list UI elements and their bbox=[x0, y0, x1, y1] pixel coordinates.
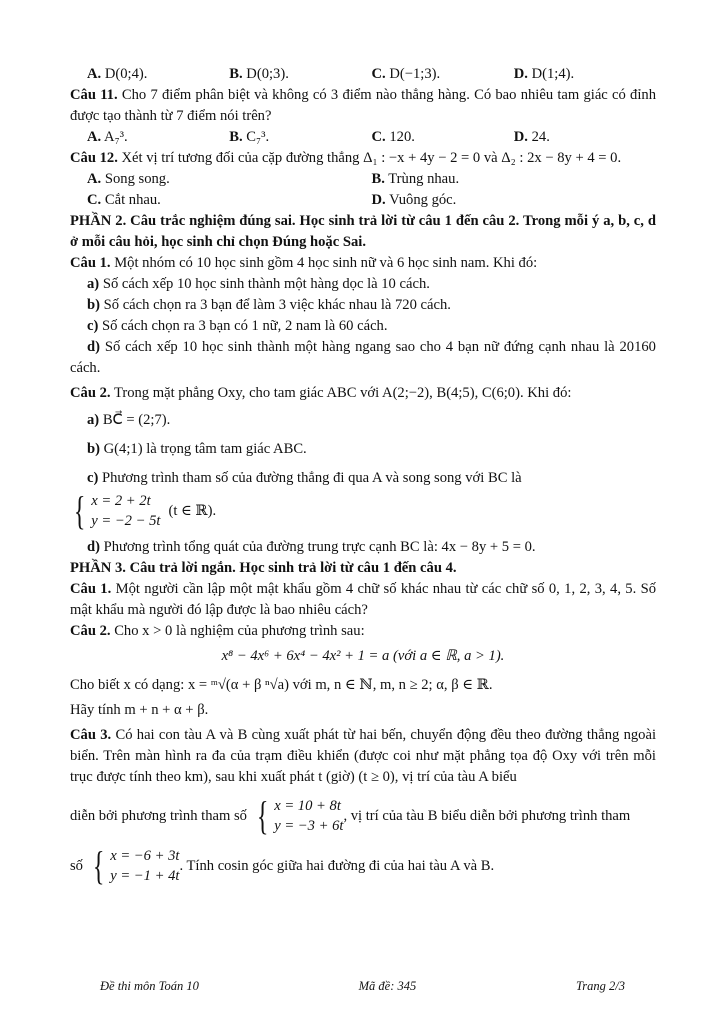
brace-glyph: { bbox=[73, 488, 86, 533]
footer-exam-code: Mã đề: 345 bbox=[358, 979, 417, 993]
part2-q2-item-b: b) G(4;1) là trọng tâm tam giác ABC. bbox=[87, 441, 307, 457]
part3-q1: Câu 1. Một người cần lập một mật khẩu gồm 4 chữ số khác nhau từ các chữ số 0, 1, 2, 3, 4, 5. Số mật khẩu mà người đó lập được là bao nhiêu cách? bbox=[70, 581, 657, 618]
option: B. D(0;3). bbox=[229, 66, 289, 82]
part3-q2-ask: Hãy tính m + n + α + β. bbox=[70, 702, 209, 718]
brace-glyph: { bbox=[92, 843, 105, 888]
part2-q2-item-c: c) Phương trình tham số của đường thẳng đi qua A và song song với BC là bbox=[87, 470, 522, 486]
part2-q2-text: Câu 2. Trong mặt phẳng Oxy, cho tam giác ABC với A(2;−2), B(4;5), C(6;0). Khi đó: bbox=[70, 385, 572, 401]
part3-q2-text: Câu 2. Cho x > 0 là nghiệm của phương trình sau: bbox=[70, 623, 365, 639]
part2-q2-item-d: d) Phương trình tổng quát của đường trung trực cạnh BC là: 4x − 8y + 5 = 0. bbox=[87, 539, 536, 555]
part2-q1-item: d) Số cách xếp 10 học sinh thành một hàng ngang sao cho 4 bạn nữ đứng cạnh nhau là 20160 cách. bbox=[70, 339, 656, 376]
option: C. 120. bbox=[371, 129, 415, 145]
option: D. 24. bbox=[513, 129, 550, 145]
option: A. D(0;4). bbox=[87, 66, 148, 82]
part2-q1-item: a) Số cách xếp 10 học sinh thành một hàng dọc là 10 cách. bbox=[87, 276, 430, 292]
part3-heading: PHẦN 3. Câu trả lời ngắn. Học sinh trả lời từ câu 1 đến câu 4. bbox=[70, 560, 457, 576]
system-lines: x = 2 + 2t y = −2 − 5t bbox=[91, 493, 161, 529]
q12-text: Câu 12. Xét vị trí tương đối của cặp đường thẳng Δ₁ : −x + 4y − 2 = 0 và Δ₂ : 2x − 8y + 4 = 0. bbox=[70, 150, 622, 166]
q10-options bbox=[70, 64, 656, 85]
part3-q2-equation: x⁸ − 4x⁶ + 6x⁴ − 4x² + 1 = a (với a ∈ ℝ, a > 1). bbox=[221, 648, 505, 664]
part3-q2-form: Cho biết x có dạng: x = ᵐ√(α + β ⁿ√a) với m, n ∈ ℕ, m, n ≥ 2; α, β ∈ ℝ. bbox=[70, 677, 493, 693]
q11-options bbox=[70, 127, 656, 148]
ship-b-system bbox=[89, 843, 180, 888]
option: B. Trùng nhau. bbox=[371, 171, 460, 187]
option: A. A₇³. bbox=[87, 129, 128, 145]
page-footer bbox=[100, 976, 625, 997]
footer-subject: Đề thi môn Toán 10 bbox=[100, 979, 199, 993]
page-content bbox=[70, 64, 656, 888]
part3-q3-text: Câu 3. Có hai con tàu A và B cùng xuất phát từ hai bến, chuyển động đều theo đường thẳng ngoài biển. Trên màn hình ra đa của trạm điều khiển (được coi như mặt phẳng tọa độ Oxy với trên mỗi trục được tính theo km), sau khi xuất phát t (giờ) (t ≥ 0), vị trí của tàu A biểu bbox=[70, 727, 656, 785]
option: C. Cắt nhau. bbox=[87, 192, 161, 208]
option: D. Vuông góc. bbox=[371, 192, 457, 208]
system-lines: x = −6 + 3t y = −1 + 4t bbox=[110, 848, 180, 884]
brace-glyph: { bbox=[256, 793, 269, 838]
q12-options-row1 bbox=[70, 169, 656, 190]
part2-q1-item: b) Số cách chọn ra 3 bạn để làm 3 việc khác nhau là 720 cách. bbox=[87, 297, 451, 313]
footer-page-number: Trang 2/3 bbox=[576, 979, 625, 993]
option: A. Song song. bbox=[87, 171, 170, 187]
part2-q1-text: Câu 1. Một nhóm có 10 học sinh gồm 4 học sinh nữ và 6 học sinh nam. Khi đó: bbox=[70, 255, 538, 271]
q11-text: Câu 11. Cho 7 điểm phân biệt và không có 3 điểm nào thẳng hàng. Có bao nhiêu tam giác có đỉnh được tạo thành từ 7 điểm nói trên? bbox=[70, 87, 656, 124]
part2-q1-item: c) Số cách chọn ra 3 bạn có 1 nữ, 2 nam là 60 cách. bbox=[87, 318, 388, 334]
option: B. C₇³. bbox=[229, 129, 270, 145]
part3-q3-line-b: số { x = −6 + 3t y = −1 + 4t . Tính cosin góc giữa hai đường đi của hai tàu A và B. bbox=[70, 843, 495, 888]
q12-options-row2 bbox=[70, 190, 656, 211]
part2-heading: PHẦN 2. Câu trắc nghiệm đúng sai. Học sinh trả lời từ câu 1 đến câu 2. Trong mỗi ý a, b, c, d ở mỗi câu hỏi, học sinh chỉ chọn Đúng hoặc Sai. bbox=[70, 213, 656, 250]
system-lines: x = 10 + 8t y = −3 + 6t bbox=[274, 798, 344, 834]
param-system: { x = 2 + 2t y = −2 − 5t (t ∈ ℝ). bbox=[73, 488, 217, 533]
option: C. D(−1;3). bbox=[371, 66, 441, 82]
part2-q2-item-a: a) BC⃗ = (2;7). bbox=[87, 412, 171, 428]
option: D. D(1;4). bbox=[513, 66, 575, 82]
ship-a-system bbox=[253, 793, 344, 838]
part3-q3-line-a: diễn bởi phương trình tham số { x = 10 + 8t y = −3 + 6t , vị trí của tàu B biểu diễn bởi phương trình tham bbox=[70, 793, 631, 838]
